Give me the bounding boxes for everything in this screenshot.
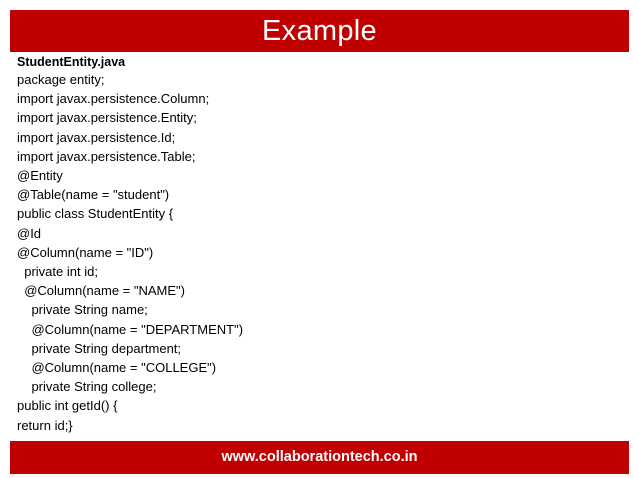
code-line: public class StudentEntity { [17,206,174,222]
slide-title: Example [262,14,377,47]
code-line: package entity; [17,72,105,87]
code-line: @Id [17,225,42,241]
code-line: private String name; [17,302,148,318]
code-line: public int getId() { [17,398,118,414]
code-line: @Column(name = "ID") [17,244,154,260]
title-bar [10,10,629,52]
code-line: import javax.persistence.Entity; [17,110,197,126]
code-line: @Entity [17,168,63,184]
code-line: return id;} [17,417,73,433]
footer-bar [10,441,629,474]
code-line: @Column(name = "NAME") [17,283,185,299]
code-line: @Column(name = "DEPARTMENT") [17,321,244,337]
code-line: import javax.persistence.Table; [17,148,196,164]
footer-url-link[interactable]: www.collaborationtech.co.in [221,449,418,466]
code-block [17,54,617,435]
code-line: private String department; [17,340,182,356]
code-filename: StudentEntity.java [17,55,126,69]
code-line: @Column(name = "COLLEGE") [17,360,217,376]
code-line: private String college; [17,379,157,395]
code-line: private int id; [17,264,98,280]
code-line: import javax.persistence.Id; [17,129,176,145]
code-line: @Table(name = "student") [17,187,170,203]
code-line: import javax.persistence.Column; [17,91,210,107]
